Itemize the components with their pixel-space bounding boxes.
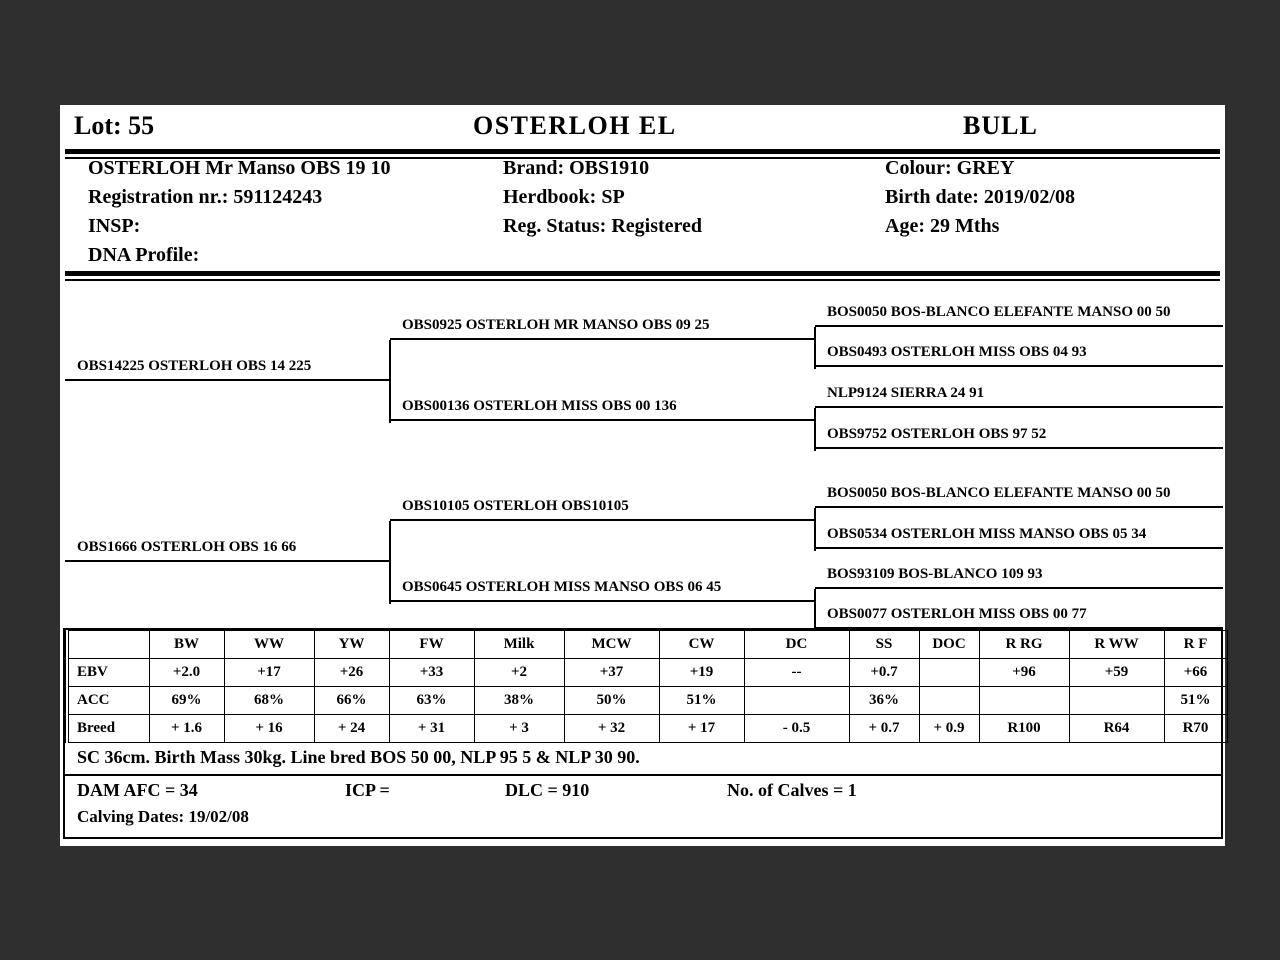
table-cell: + 32 — [564, 715, 659, 743]
icp: ICP = — [345, 780, 390, 800]
table-header-cell: R WW — [1069, 631, 1164, 659]
pedigree-node-label: BOS0050 BOS-BLANCO ELEFANTE MANSO 00 50 — [827, 304, 1171, 320]
header-row — [60, 111, 1225, 149]
table-cell: + 24 — [314, 715, 389, 743]
table-cell — [1069, 687, 1164, 715]
table-cell: R70 — [1164, 715, 1227, 743]
pedigree-connector — [389, 521, 391, 604]
pedigree-node-label: OBS00136 OSTERLOH MISS OBS 00 136 — [402, 398, 677, 414]
pedigree-node-label: BOS0050 BOS-BLANCO ELEFANTE MANSO 00 50 — [827, 485, 1171, 501]
pedigree-node-gen2-4 — [390, 576, 815, 602]
ebv-table — [65, 630, 1228, 743]
page-title: OSTERLOH EL — [473, 111, 677, 140]
table-cell: 36% — [849, 687, 919, 715]
pedigree-node-label: OBS9752 OSTERLOH OBS 97 52 — [827, 426, 1047, 442]
table-header-cell: WW — [224, 631, 314, 659]
pedigree-node-label: OBS14225 OSTERLOH OBS 14 225 — [77, 358, 312, 374]
table-cell: 50% — [564, 687, 659, 715]
table-cell: + 16 — [224, 715, 314, 743]
table-cell: +33 — [389, 659, 474, 687]
herdbook: Herdbook: SP — [503, 186, 625, 208]
table-cell: 69% — [149, 687, 224, 715]
table-cell — [979, 687, 1069, 715]
table-cell: +2.0 — [149, 659, 224, 687]
pedigree-node-label: OBS0077 OSTERLOH MISS OBS 00 77 — [827, 606, 1087, 622]
pedigree-node-sire — [65, 355, 390, 381]
table-cell: R100 — [979, 715, 1069, 743]
pedigree-connector — [814, 327, 816, 369]
pedigree-node-label: NLP9124 SIERRA 24 91 — [827, 385, 985, 401]
pedigree-node-gen2-2 — [390, 395, 815, 421]
table-header-cell: R RG — [979, 631, 1069, 659]
document-page — [60, 105, 1225, 846]
pedigree-node-gen3-5 — [815, 462, 1223, 508]
table-header-cell: DC — [744, 631, 849, 659]
calving-dates: Calving Dates: 19/02/08 — [77, 807, 249, 826]
pedigree-node-label: OBS10105 OSTERLOH OBS10105 — [402, 498, 629, 514]
pedigree-connector — [389, 340, 391, 423]
table-cell — [744, 687, 849, 715]
row-label: EBV — [67, 659, 149, 687]
table-row-acc — [67, 687, 1227, 715]
table-header-cell: CW — [659, 631, 744, 659]
dam-stats-row — [65, 780, 1221, 806]
table-header-cell: SS — [849, 631, 919, 659]
scrotal-note: SC 36cm. Birth Mass 30kg. Line bred BOS 50 00, NLP 95 5 & NLP 30 90. — [77, 747, 640, 767]
pedigree-node-gen3-1 — [815, 281, 1223, 327]
lot-number: Lot: 55 — [74, 111, 155, 140]
pedigree-node-gen3-6 — [815, 523, 1223, 549]
table-cell: + 3 — [474, 715, 564, 743]
table-row-breed — [67, 715, 1227, 743]
dam-stats-section — [65, 774, 1221, 837]
animal-name: OSTERLOH Mr Manso OBS 19 10 — [88, 157, 391, 179]
table-cell: +96 — [979, 659, 1069, 687]
table-header-row — [67, 631, 1227, 659]
table-header-cell: R F — [1164, 631, 1227, 659]
age: Age: 29 Mths — [885, 215, 1000, 237]
registration-number: Registration nr.: 591124243 — [88, 186, 323, 208]
pedigree-node-label: OBS1666 OSTERLOH OBS 16 66 — [77, 539, 297, 555]
table-cell: + 17 — [659, 715, 744, 743]
table-cell: + 0.9 — [919, 715, 979, 743]
pedigree-chart — [65, 275, 1223, 631]
pedigree-node-label: OBS0534 OSTERLOH MISS MANSO OBS 05 34 — [827, 526, 1147, 542]
table-cell: 66% — [314, 687, 389, 715]
table-cell: +0.7 — [849, 659, 919, 687]
table-cell: 63% — [389, 687, 474, 715]
pedigree-node-label: OBS0925 OSTERLOH MR MANSO OBS 09 25 — [402, 317, 710, 333]
insp-label: INSP: — [88, 215, 141, 237]
calves-count: No. of Calves = 1 — [727, 780, 857, 800]
pedigree-node-label: BOS93109 BOS-BLANCO 109 93 — [827, 566, 1043, 582]
table-cell: +37 — [564, 659, 659, 687]
pedigree-node-gen3-2 — [815, 341, 1223, 367]
dlc: DLC = 910 — [505, 780, 590, 800]
table-cell: + 1.6 — [149, 715, 224, 743]
table-cell — [919, 687, 979, 715]
table-cell — [919, 659, 979, 687]
table-cell: 51% — [1164, 687, 1227, 715]
table-cell: 51% — [659, 687, 744, 715]
category-label: BULL — [963, 111, 1038, 140]
pedigree-node-gen2-1 — [390, 314, 815, 340]
dam-afc: DAM AFC = 34 — [77, 780, 198, 800]
table-cell: +26 — [314, 659, 389, 687]
table-cell: +19 — [659, 659, 744, 687]
table-cell: +2 — [474, 659, 564, 687]
table-header-cell: DOC — [919, 631, 979, 659]
row-label: Breed — [67, 715, 149, 743]
table-header-cell: BW — [149, 631, 224, 659]
table-cell: R64 — [1069, 715, 1164, 743]
table-header-cell: YW — [314, 631, 389, 659]
table-cell: +59 — [1069, 659, 1164, 687]
reg-status: Reg. Status: Registered — [503, 215, 703, 237]
table-cell: 38% — [474, 687, 564, 715]
birth-date: Birth date: 2019/02/08 — [885, 186, 1075, 208]
pedigree-node-gen3-3 — [815, 382, 1223, 408]
pedigree-node-dam — [65, 536, 390, 562]
pedigree-node-gen3-7 — [815, 563, 1223, 589]
row-label: ACC — [67, 687, 149, 715]
dna-profile-label: DNA Profile: — [88, 244, 200, 266]
pedigree-node-label: OBS0645 OSTERLOH MISS MANSO OBS 06 45 — [402, 579, 722, 595]
brand: Brand: OBS1910 — [503, 157, 650, 179]
table-cell: +66 — [1164, 659, 1227, 687]
table-header-cell: MCW — [564, 631, 659, 659]
table-cell: -- — [744, 659, 849, 687]
table-cell: + 31 — [389, 715, 474, 743]
colour: Colour: GREY — [885, 157, 1015, 179]
pedigree-node-gen2-3 — [390, 495, 815, 521]
pedigree-node-gen3-4 — [815, 423, 1223, 449]
table-row-ebv — [67, 659, 1227, 687]
pedigree-connector — [814, 408, 816, 451]
ebv-block — [63, 628, 1223, 839]
pedigree-node-gen3-8 — [815, 603, 1223, 629]
table-cell: 68% — [224, 687, 314, 715]
table-cell: - 0.5 — [744, 715, 849, 743]
pedigree-connector — [814, 589, 816, 631]
table-cell: +17 — [224, 659, 314, 687]
table-header-cell: Milk — [474, 631, 564, 659]
table-cell: + 0.7 — [849, 715, 919, 743]
pedigree-node-label: OBS0493 OSTERLOH MISS OBS 04 93 — [827, 344, 1087, 360]
pedigree-connector — [814, 508, 816, 551]
table-header-cell — [67, 631, 149, 659]
table-header-cell: FW — [389, 631, 474, 659]
